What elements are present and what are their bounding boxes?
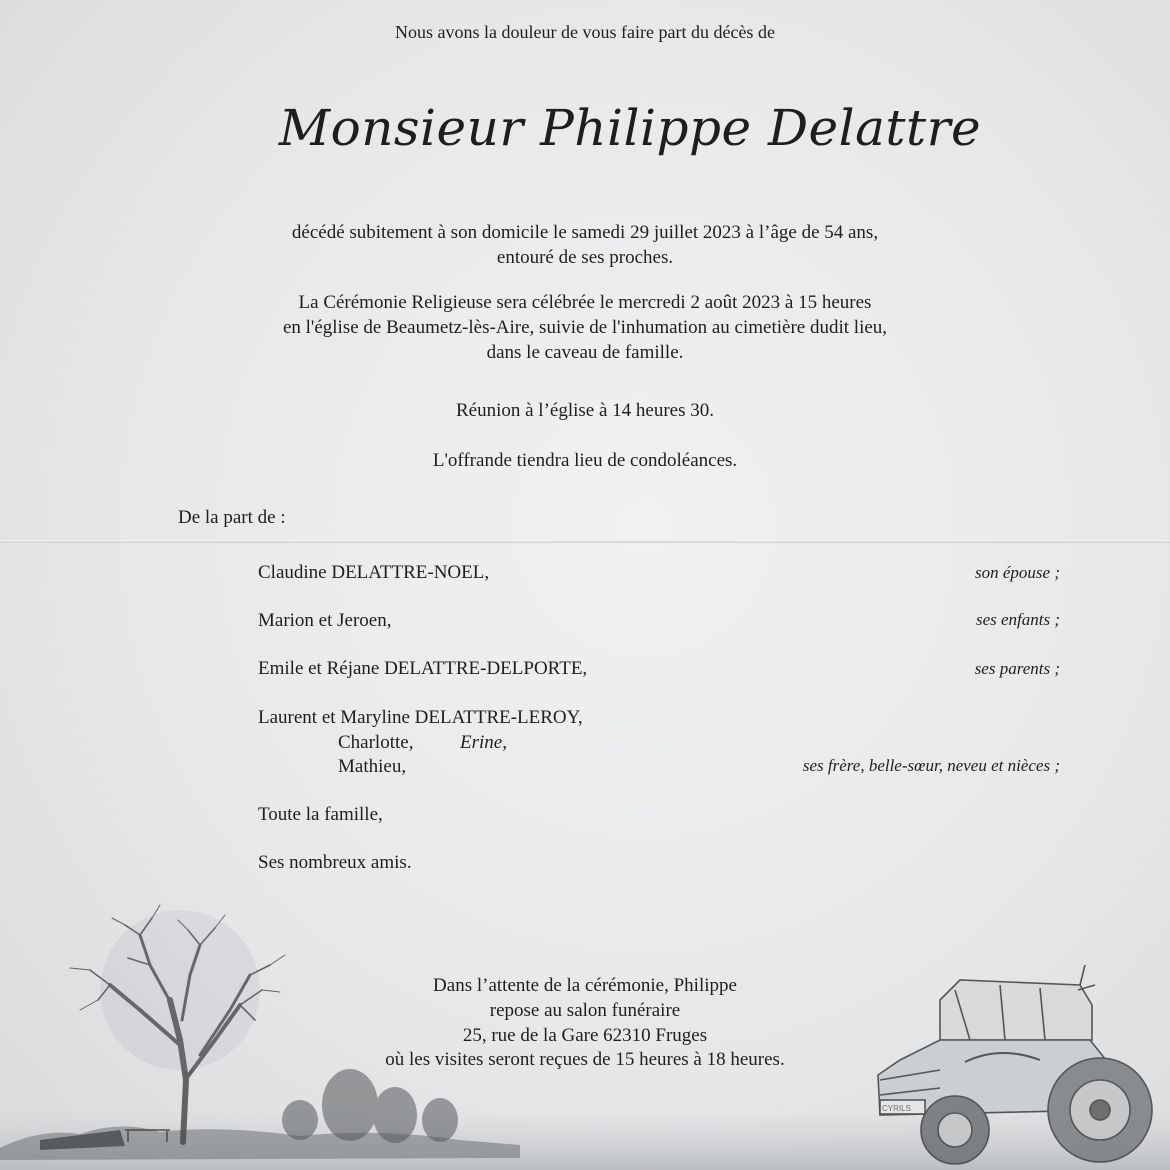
ceremony-line-2: en l'église de Beaumetz-lès-Aire, suivie de l'inhumation au cimetière dudit lieu, xyxy=(282,317,888,338)
family-sibling-child-3: Mathieu, xyxy=(338,756,407,777)
tractor-plate-text: CYRILS xyxy=(882,1104,911,1113)
from-label: De la part de : xyxy=(178,507,286,528)
announcement-header: Nous avons la douleur de vous faire part du décès de xyxy=(395,22,775,42)
family-all: Toute la famille, xyxy=(258,804,383,825)
family-spouse-relation: son épouse ; xyxy=(975,563,1060,582)
ceremony-line-1: La Cérémonie Religieuse sera célébrée le mercredi 2 août 2023 à 15 heures xyxy=(298,292,872,313)
family-spouse-name: Claudine DELATTRE-NOEL, xyxy=(258,562,490,583)
family-children-relation: ses enfants ; xyxy=(975,610,1060,629)
death-line-2: entouré de ses proches. xyxy=(496,247,674,268)
viewing-line-3: 25, rue de la Gare 62310 Fruges xyxy=(462,1025,708,1046)
offering-note: L'offrande tiendra lieu de condoléances. xyxy=(432,450,738,471)
family-siblings-relation: ses frère, belle-sœur, neveu et nièces ; xyxy=(802,756,1060,775)
ceremony-line-3: dans le caveau de famille. xyxy=(486,342,684,363)
family-children-name: Marion et Jeroen, xyxy=(258,610,392,631)
viewing-line-2: repose au salon funéraire xyxy=(489,1000,681,1021)
family-parents-relation: ses parents ; xyxy=(974,659,1060,678)
family-sibling-child-1: Charlotte, xyxy=(338,732,414,753)
family-siblings-name: Laurent et Maryline DELATTRE-LEROY, xyxy=(258,707,583,728)
meeting-time: Réunion à l’église à 14 heures 30. xyxy=(455,400,714,421)
deceased-name: Monsieur Philippe Delattre xyxy=(278,99,982,157)
family-friends: Ses nombreux amis. xyxy=(258,852,412,873)
viewing-line-1: Dans l’attente de la cérémonie, Philippe xyxy=(433,975,737,996)
death-line-1: décédé subitement à son domicile le samedi 29 juillet 2023 à l’âge de 54 ans, xyxy=(291,222,879,243)
family-parents-name: Emile et Réjane DELATTRE-DELPORTE, xyxy=(258,658,588,679)
viewing-line-4: où les visites seront reçues de 15 heures à 18 heures. xyxy=(385,1049,785,1070)
family-sibling-child-2: Erine, xyxy=(460,732,507,753)
